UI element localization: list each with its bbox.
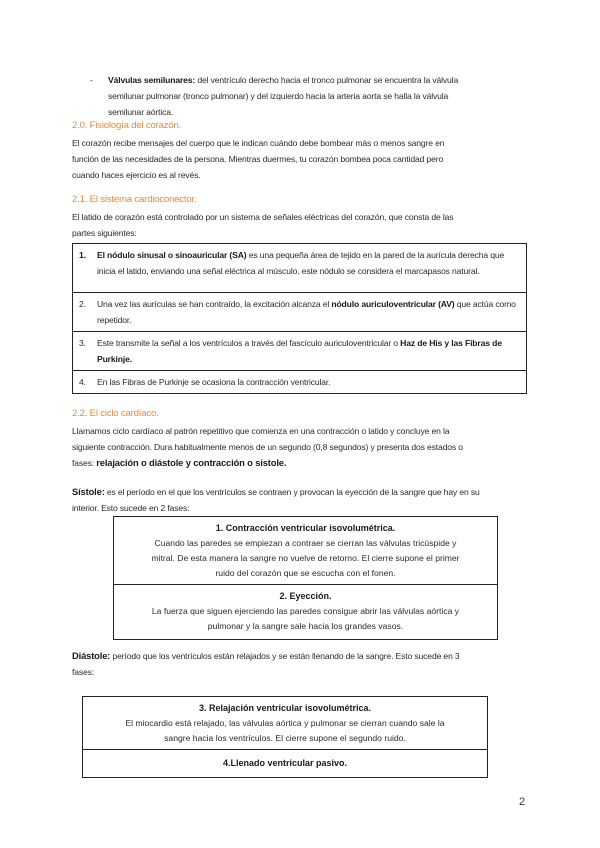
step-number: 4. [79,377,86,387]
conduction-steps-table [72,243,527,394]
paragraph-line: cuando haces ejercicio es al revés. [72,170,201,180]
phase-cell [114,517,497,584]
phase-text: El miocardio está relajado, las válvulas aórtica y pulmonar se cierran cuando sale la [125,718,445,728]
step-text: es una pequeña área de tejido en la pared de la aurícula derecha que inicia el latido, enviando una señal eléctrica al músculo, este nódulo se considera el marcapasos natural. [97,250,505,276]
phase-title: 4.Llenado ventricular pasivo. [222,758,348,768]
phases-summary: relajación o diástole y contracción o sístole. [96,457,287,468]
step-bold: nódulo auriculoventricular (AV) [331,299,455,309]
bullet-text: semilunar aórtica. [108,107,174,117]
section-body-2-1 [72,209,542,241]
paragraph-line: función de las necesidades de la persona. Mientras duermes, tu corazón bombea poca cantidad pero [72,154,444,164]
paragraph-line: partes siguientes: [72,228,137,238]
paragraph-line: El latido de corazón está controlado por un sistema de señales eléctricas del corazón, que consta de las [72,212,454,222]
paragraph-line: siguiente contracción. Dura habitualmente menos de un segundo (0,8 segundos) y presenta dos estados o [72,442,463,452]
step-bold: El nódulo sinusal o sinoauricular (SA) [97,250,247,260]
section-body-2-2 [72,423,542,471]
phase-cell [83,697,487,749]
table-row [73,244,527,293]
phase-text: Cuando las paredes se empiezan a contraer se cierran las válvulas tricúspide y [154,538,457,548]
phase-cell [83,749,487,777]
section-heading-2-1: 2.1. El sistema cardioconector. [72,194,197,205]
bullet-valvulas-semilunares [108,72,538,120]
phase-text: La fuerza que siguen ejerciendo las paredes consigue abrir las válvulas aórtica y [151,606,460,616]
step-text: En las Fibras de Purkinje se ocasiona la contracción ventricular. [97,377,331,387]
section-body-2-0 [72,135,542,183]
diastole-phases-box [82,696,488,778]
table-row [73,371,527,394]
phase-text: ruido del corazón que se escucha con el fonen. [215,568,396,578]
sistole-term: Sístole: [72,486,105,497]
phase-title: 1. Contracción ventricular isovolumétrica. [215,523,396,533]
page-number: 2 [519,796,526,808]
phase-text: mitral. De esta manera la sangre no vuelve de retorno. El cierre supone el primer [151,553,460,563]
paragraph-line: El corazón recibe mensajes del cuerpo que le indican cuándo debe bombear más o menos sangre en [72,138,445,148]
paragraph-line: fases: [72,458,97,468]
step-text: Este transmite la señal a los ventrículos a través del fascículo auriculoventricular o [97,338,401,348]
step-number: 2. [79,299,86,309]
paragraph-line: fases: [72,667,95,677]
bullet-text: semilunar pulmonar (tronco pulmonar) y del izquierdo hacia la arteria aorta se halla la válvula [108,91,449,101]
diastole-term: Diástole: [72,650,111,661]
step-number: 1. [79,250,86,260]
sistole-phases-box [113,516,498,640]
bullet-text: del ventrículo derecho hacia el tronco pulmonar se encuentra la válvula [195,75,459,85]
bullet-term: Válvulas semilunares: [108,75,196,85]
phase-text: pulmonar y la sangre sale hacia los grandes vasos. [207,621,404,631]
bullet-marker: - [90,75,93,85]
step-bold: Haz de His y las Fibras de Purkinje. [97,338,502,364]
phase-text: sangre hacia los ventrículos. El cierre supone el segundo ruido. [164,733,406,743]
paragraph-line: Llamamos ciclo cardíaco al patrón repetitivo que comienza en una contracción o latido y concluye en la [72,426,450,436]
phase-title: 2. Eyección. [279,591,332,601]
sistole-paragraph [72,484,542,516]
phase-cell [114,584,497,639]
paragraph-line: período que los ventrículos están relajados y se están llenando de la sangre. Esto sucede en 3 [110,651,460,661]
section-heading-2-0: 2.0. Fisiología del corazón. [72,120,182,131]
section-heading-2-2: 2.2. El ciclo cardíaco. [72,408,159,419]
paragraph-line: es el período en el que los ventrículos se contraen y provocan la eyección de la sangre que hay en su [104,487,480,497]
paragraph-line: interior. Esto sucede en 2 fases: [72,503,190,513]
table-row [73,332,527,371]
diastole-paragraph [72,648,542,680]
step-text: que actúa como repetidor. [97,299,516,325]
phase-title: 3. Relajación ventricular isovolumétrica. [198,703,372,713]
step-number: 3. [79,338,86,348]
step-text: Una vez las aurículas se han contraído, la excitación alcanza el [97,299,332,309]
table-row [73,293,527,332]
